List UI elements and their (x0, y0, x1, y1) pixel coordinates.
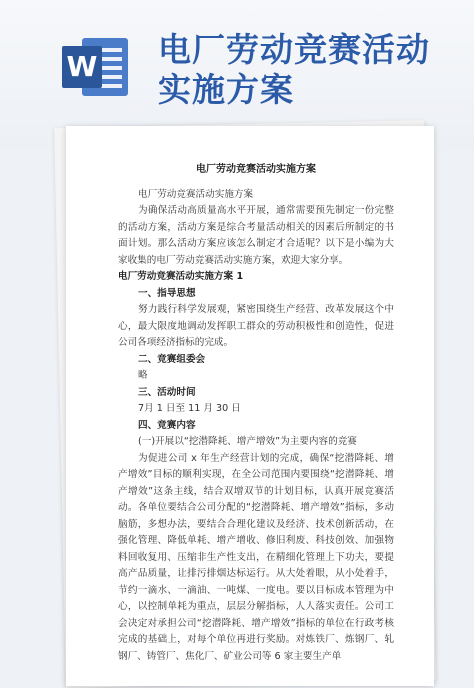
word-logo-icon (62, 34, 132, 100)
svg-text:W: W (66, 50, 98, 83)
paragraph-activity-time: 7月 1 日至 11 月 30 日 (138, 403, 241, 414)
banner-title: 电厂劳动竞赛活动实施方案 (158, 30, 430, 109)
paragraph-competition-detail: 为促进公司 x 年生产经营计划的完成，确保“挖潜降耗、增产增效”目标的顺利实现，在全公司范围内要围绕“挖潜降耗、增产增效”这条主线，结合双增双节的计划目标，认真开展竞赛活动。各单位要结合公司分配的“挖潜降耗、增产增效”指标，多动脑筋，多想办法，要结合合理化建议及经济、技术创新活动，在强化管理、降低单耗、增产增收、修旧利废、科技创效、加强物料回收复用、压缩非生产性支出，在精细化管理上下功夫，要提高产品质量，让排污排烟达标运行。从大处着眼，从小处着手，节约一滴水、一滴油、一吨煤、一度电。要以目标成本管理为中心，以控制单耗为重点，层层分解指标，人人落实责任。公司工会决定对承担公司“挖潜降耗、增产增效”指标的单位在行政考核完成的基础上，对每个单位再进行奖励。对炼铁厂、炼钢厂、轧钢厂、铸管厂、焦化厂、矿业公司等 6 家主要生产单 (118, 452, 394, 662)
paragraph-guiding-ideology: 努力践行科学发展观，紧密围绕生产经营、改革发展这个中心，最大限度地调动发挥职工群众的劳动积极性和创造性，促进公司各项经济指标的完成。 (118, 304, 394, 348)
paragraph-committee: 略 (138, 370, 148, 381)
document-subtitle: 电厂劳动竞赛活动实施方案 (138, 188, 254, 200)
intro-paragraph: 为确保活动高质量高水平开展，通常需要预先制定一份完整的活动方案，活动方案是综合考量活动相关的因素后所制定的书面计划。那么活动方案应该怎么制定才合适呢？以下是小编为大家收集的电厂劳动竞赛活动实施方案，欢迎大家分享。 (118, 205, 394, 266)
heading-guiding-ideology: 一、指导思想 (138, 287, 196, 299)
document-title: 电厂劳动竞赛活动实施方案 (196, 164, 316, 175)
heading-committee: 二、竞赛组委会 (138, 353, 206, 365)
paragraph-competition-item-1: (一)开展以“挖潜降耗、增产增效”为主要内容的竞赛 (138, 436, 357, 447)
document-page (66, 126, 434, 686)
heading-competition-content: 四、竞赛内容 (138, 419, 196, 431)
heading-activity-time: 三、活动时间 (138, 386, 196, 398)
section-title: 电厂劳动竞赛活动实施方案 1 (118, 271, 244, 282)
